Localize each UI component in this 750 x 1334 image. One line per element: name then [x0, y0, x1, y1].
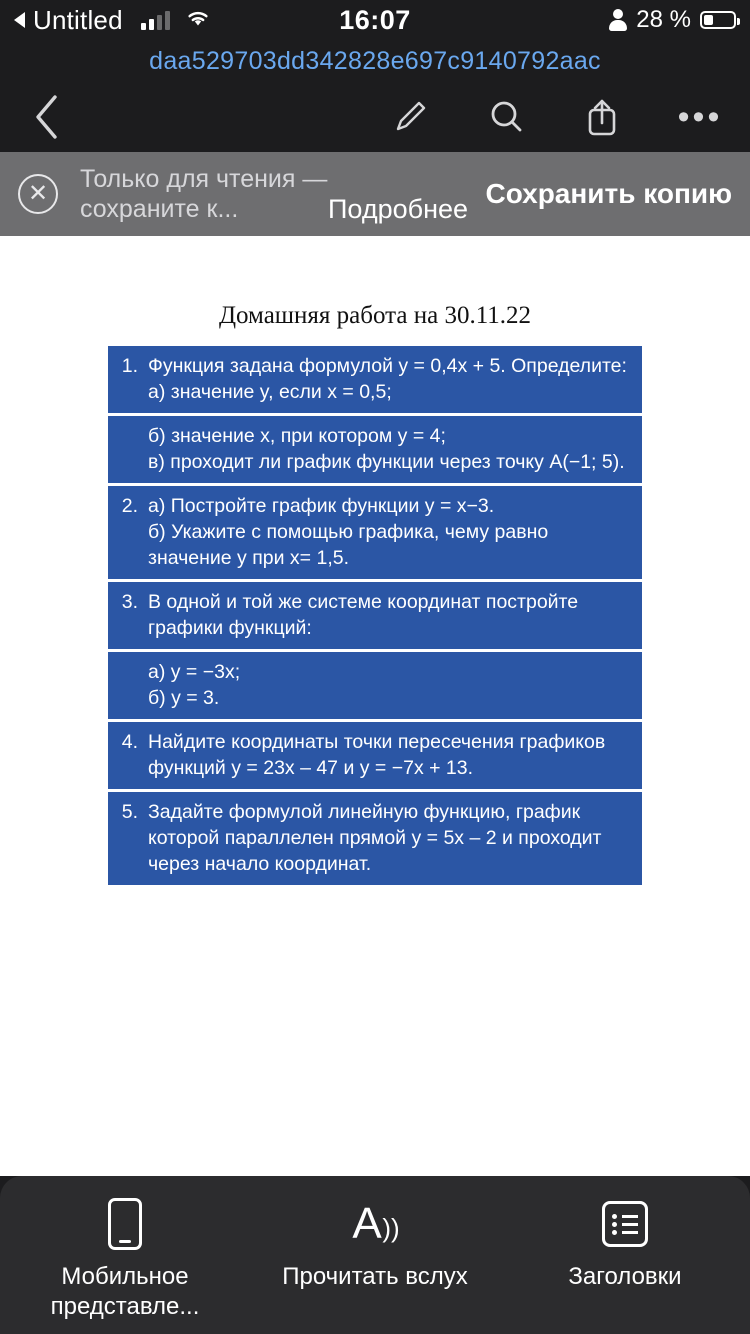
- task-text: б) значение x, при котором y = 4;: [148, 425, 446, 447]
- headings-list-icon: [602, 1196, 648, 1252]
- phone-icon: [108, 1196, 142, 1252]
- task-text: б) Укажите с помощью графика, чему равно значение y при x= 1,5.: [148, 521, 549, 569]
- battery-percent-label: 28 %: [636, 6, 691, 33]
- bottom-item-read-aloud[interactable]: [250, 1196, 500, 1292]
- task-number: 5.: [121, 801, 138, 823]
- document-title: Домашняя работа на 30.11.22: [218, 302, 532, 329]
- bottom-item-label: Прочитать вслух: [282, 1263, 468, 1290]
- readonly-banner: [0, 152, 750, 236]
- previous-app-label[interactable]: Untitled: [33, 4, 123, 35]
- read-aloud-icon: A )): [352, 1199, 400, 1248]
- task-text: а) y = −3x;: [148, 661, 241, 683]
- document-page: [0, 236, 750, 1176]
- task-block: [108, 792, 642, 885]
- banner-message: Только для чтения — сохраните к...: [80, 165, 328, 223]
- task-number: 2.: [121, 495, 138, 517]
- task-text: В одной и той же системе координат постройте графики функций:: [148, 591, 579, 639]
- share-icon: [582, 96, 622, 138]
- save-copy-button[interactable]: Сохранить копию: [485, 178, 732, 209]
- pencil-icon: [390, 97, 430, 137]
- chevron-left-icon: [32, 94, 62, 140]
- close-glyph: ✕: [27, 180, 49, 207]
- bottom-item-label: Заголовки: [568, 1263, 682, 1290]
- search-button[interactable]: [458, 82, 554, 152]
- banner-more-link[interactable]: Подробнее: [328, 194, 469, 224]
- task-text: Функция задана формулой y = 0,4x + 5. Определите:: [148, 355, 627, 377]
- clock: 16:07: [339, 4, 411, 35]
- ellipsis-icon: •••: [677, 97, 723, 136]
- task-line: [118, 449, 632, 475]
- share-button[interactable]: [554, 82, 650, 152]
- task-line: [118, 493, 632, 519]
- close-circle-icon[interactable]: [18, 174, 58, 214]
- task-line: [118, 379, 632, 405]
- task-text: Найдите координаты точки пересечения графиков функций y = 23x – 47 и y = −7x + 13.: [148, 731, 606, 779]
- bottom-item-label: Мобильное представле...: [50, 1263, 200, 1320]
- battery-icon: [700, 11, 736, 29]
- task-block: [108, 486, 642, 579]
- bottom-item-headings[interactable]: [500, 1196, 750, 1292]
- task-line: [118, 685, 632, 711]
- task-line: [118, 589, 632, 641]
- banner-text-group: [58, 164, 476, 224]
- browser-toolbar: [0, 82, 750, 152]
- task-line: [118, 353, 632, 379]
- markup-button[interactable]: [362, 82, 458, 152]
- task-line: [118, 519, 632, 571]
- search-icon: [486, 97, 526, 137]
- task-block: [108, 652, 642, 719]
- task-text: а) Постройте график функции y = x−3.: [148, 495, 495, 517]
- task-list: [108, 346, 642, 885]
- url-text[interactable]: daa529703dd342828e697c9140792aac: [149, 46, 601, 75]
- bottom-toolbar: [0, 1176, 750, 1334]
- task-line: [118, 729, 632, 781]
- bottom-item-mobile-view[interactable]: [0, 1196, 250, 1322]
- task-block: [108, 416, 642, 483]
- task-text: Задайте формулой линейную функцию, график которой параллелен прямой y = 5x – 2 и проходит через начало координат.: [148, 801, 602, 875]
- url-bar[interactable]: [0, 40, 750, 82]
- task-line: [118, 423, 632, 449]
- task-text: а) значение y, если x = 0,5;: [148, 381, 392, 403]
- more-button[interactable]: [650, 82, 750, 152]
- task-number: 3.: [121, 591, 138, 613]
- task-block: [108, 722, 642, 789]
- status-bar: [0, 0, 750, 40]
- task-number: 1.: [121, 355, 138, 377]
- task-line: [118, 799, 632, 877]
- task-line: [118, 659, 632, 685]
- task-block: [108, 582, 642, 649]
- back-button[interactable]: [0, 82, 94, 152]
- task-number: 4.: [121, 731, 138, 753]
- task-text: б) y = 3.: [148, 687, 220, 709]
- person-icon: [609, 9, 627, 31]
- task-block: [108, 346, 642, 413]
- task-text: в) проходит ли график функции через точку A(−1; 5).: [148, 451, 625, 473]
